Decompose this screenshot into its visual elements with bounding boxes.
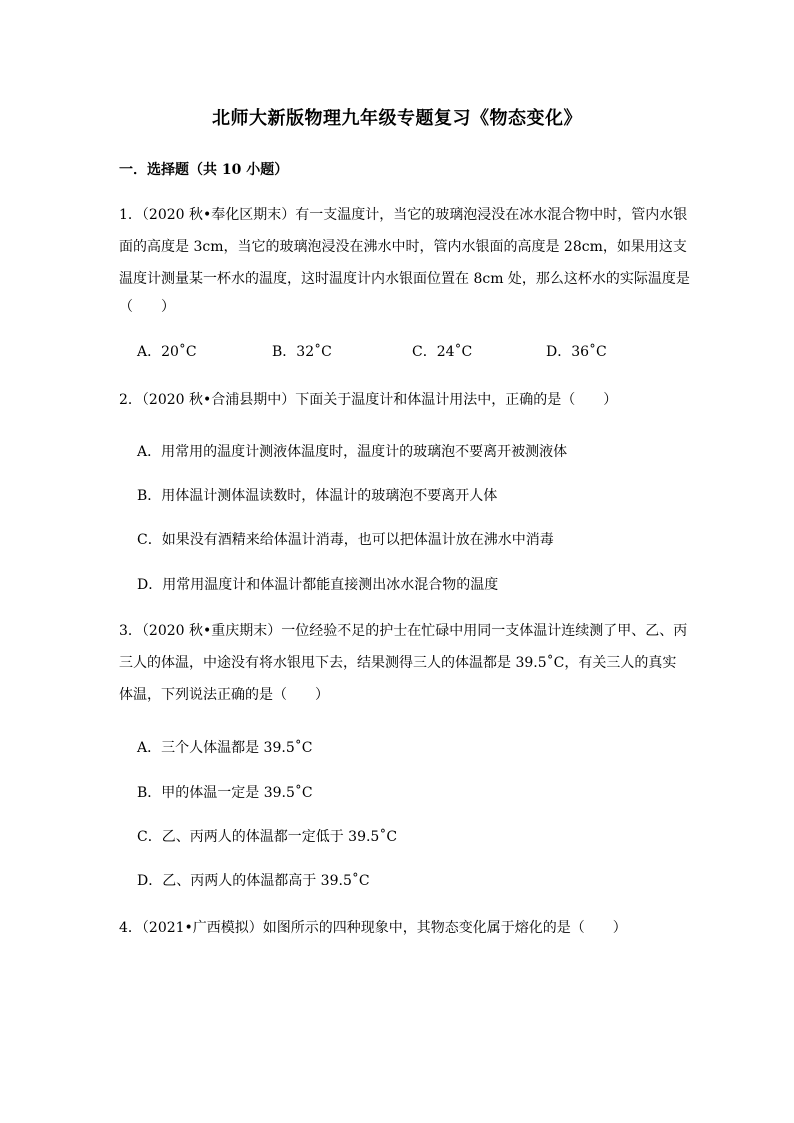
question-1-option-c: C．24˚C	[412, 344, 473, 360]
question-3-option-b: B．甲的体温一定是 39.5˚C	[137, 785, 313, 801]
question-1-line-2: 面的高度是 3cm，当它的玻璃泡浸没在沸水中时，管内水银面的高度是 28cm，如果用这支	[119, 239, 687, 255]
question-4-line-1: 4．（2021•广西模拟）如图所示的四种现象中，其物态变化属于熔化的是（ ）	[119, 920, 627, 936]
question-1-line-3: 温度计测量某一杯水的温度，这时温度计内水银面位置在 8cm 处，那么这杯水的实际温度是	[119, 271, 690, 287]
question-2-option-a: A．用常用的温度计测液体温度时，温度计的玻璃泡不要离开被测液体	[137, 444, 568, 460]
question-3-line-1: 3．（2020 秋•重庆期末）一位经验不足的护士在忙碌中用同一支体温计连续测了甲、乙、丙	[119, 623, 688, 639]
question-2-option-b: B．用体温计测体温读数时，体温计的玻璃泡不要离开人体	[137, 488, 498, 504]
question-3-option-a: A．三个人体温都是 39.5˚C	[137, 740, 313, 756]
section-heading: 一．选择题（共 10 小题）	[119, 162, 289, 178]
question-1-option-b: B．32˚C	[272, 344, 332, 360]
question-3-line-2: 三人的体温，中途没有将水银甩下去，结果测得三人的体温都是 39.5˚C，有关三人的真实	[119, 655, 677, 671]
question-2-option-c: C．如果没有酒精来给体温计消毒，也可以把体温计放在沸水中消毒	[137, 532, 554, 548]
question-1-line-1: 1．（2020 秋•奉化区期末）有一支温度计，当它的玻璃泡浸没在冰水混合物中时，管内水银	[119, 207, 688, 223]
question-3-line-3: 体温，下列说法正确的是（ ）	[119, 687, 329, 703]
question-1-option-d: D．36˚C	[546, 344, 607, 360]
question-2-line-1: 2．（2020 秋•合浦县期中）下面关于温度计和体温计用法中，正确的是（ ）	[119, 392, 618, 408]
question-2-option-d: D．用常用温度计和体温计都能直接测出冰水混合物的温度	[137, 577, 499, 593]
question-3-option-d: D．乙、丙两人的体温都高于 39.5˚C	[137, 873, 370, 889]
question-3-option-c: C．乙、丙两人的体温都一定低于 39.5˚C	[137, 829, 398, 845]
question-1-option-a: A．20˚C	[137, 344, 197, 360]
page-title: 北师大新版物理九年级专题复习《物态变化》	[212, 108, 582, 129]
question-1-line-4: （ ）	[119, 299, 175, 315]
